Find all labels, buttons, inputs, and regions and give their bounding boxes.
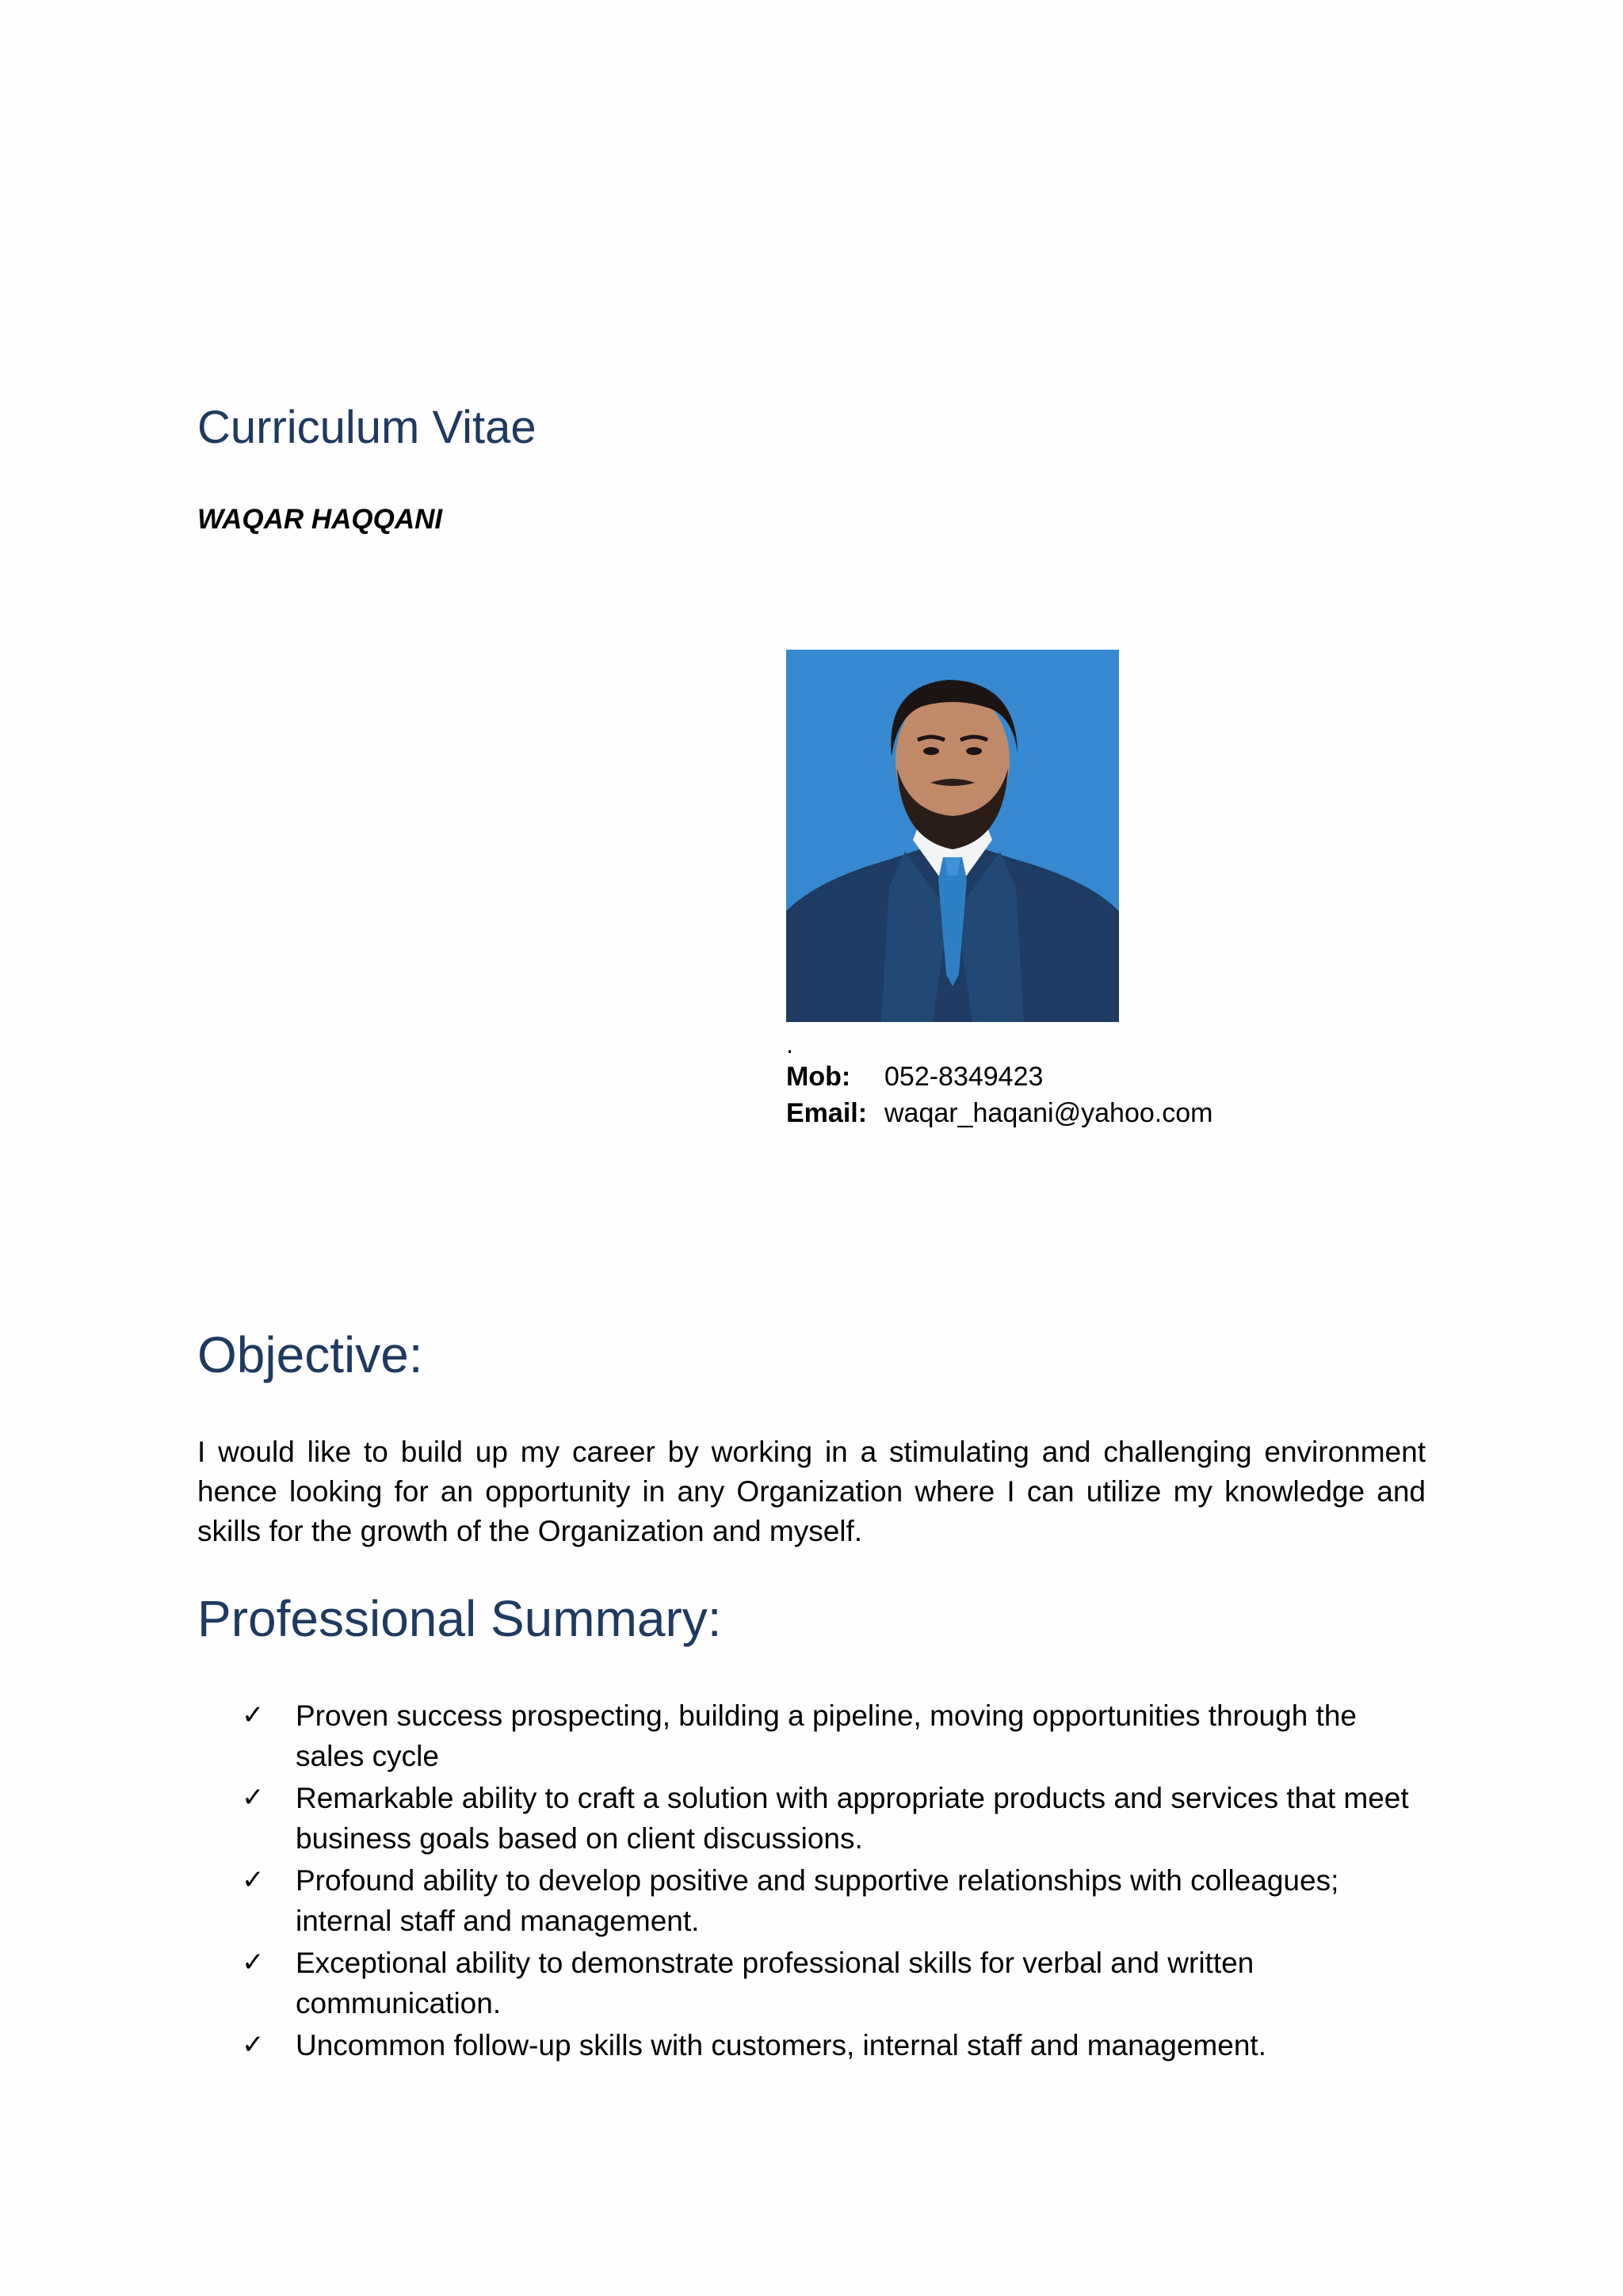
summary-item-text: Remarkable ability to craft a solution with appropriate products and services that meet business goals based on client discussions. bbox=[296, 1782, 1409, 1855]
list-item bbox=[242, 1778, 1430, 1859]
checkmark-icon: ✓ bbox=[242, 1782, 265, 1814]
photo-caption-dot: . bbox=[786, 1030, 793, 1058]
mobile-label: Mob: bbox=[786, 1062, 851, 1092]
summary-item-text: Profound ability to develop positive and supportive relationships with colleagues; internal staff and management. bbox=[296, 1864, 1339, 1937]
email-value: waqar_haqani@yahoo.com bbox=[884, 1098, 1213, 1128]
list-item bbox=[242, 1695, 1430, 1776]
summary-item-text: Uncommon follow-up skills with customers, internal staff and management. bbox=[296, 2029, 1266, 2061]
summary-list bbox=[242, 1695, 1430, 2067]
summary-item-text: Exceptional ability to demonstrate professional skills for verbal and written communication. bbox=[296, 1947, 1254, 2019]
contact-block bbox=[786, 1058, 1212, 1131]
checkmark-icon: ✓ bbox=[242, 1699, 265, 1731]
list-item bbox=[242, 1943, 1430, 2023]
candidate-name: WAQAR HAQQANI bbox=[197, 504, 443, 535]
professional-summary-heading: Professional Summary: bbox=[197, 1590, 722, 1647]
objective-heading: Objective: bbox=[197, 1326, 423, 1383]
contact-email-row bbox=[786, 1095, 1212, 1131]
email-label: Email: bbox=[786, 1098, 868, 1128]
profile-photo bbox=[786, 650, 1119, 1022]
contact-mobile-row bbox=[786, 1058, 1212, 1095]
objective-text: I would like to build up my career by working in a stimulating and challenging environment hence looking for an opportunity in any Organization where I can utilize my knowledge and skills for the growth of the Organization and myself. bbox=[197, 1436, 1426, 1547]
summary-item-text: Proven success prospecting, building a pipeline, moving opportunities through the sales cycle bbox=[296, 1699, 1357, 1772]
checkmark-icon: ✓ bbox=[242, 1947, 265, 1978]
mobile-value: 052-8349423 bbox=[884, 1062, 1044, 1092]
document-title: Curriculum Vitae bbox=[197, 402, 537, 453]
checkmark-icon: ✓ bbox=[242, 1864, 265, 1896]
list-item bbox=[242, 1860, 1430, 1941]
checkmark-icon: ✓ bbox=[242, 2029, 265, 2061]
list-item bbox=[242, 2025, 1430, 2065]
